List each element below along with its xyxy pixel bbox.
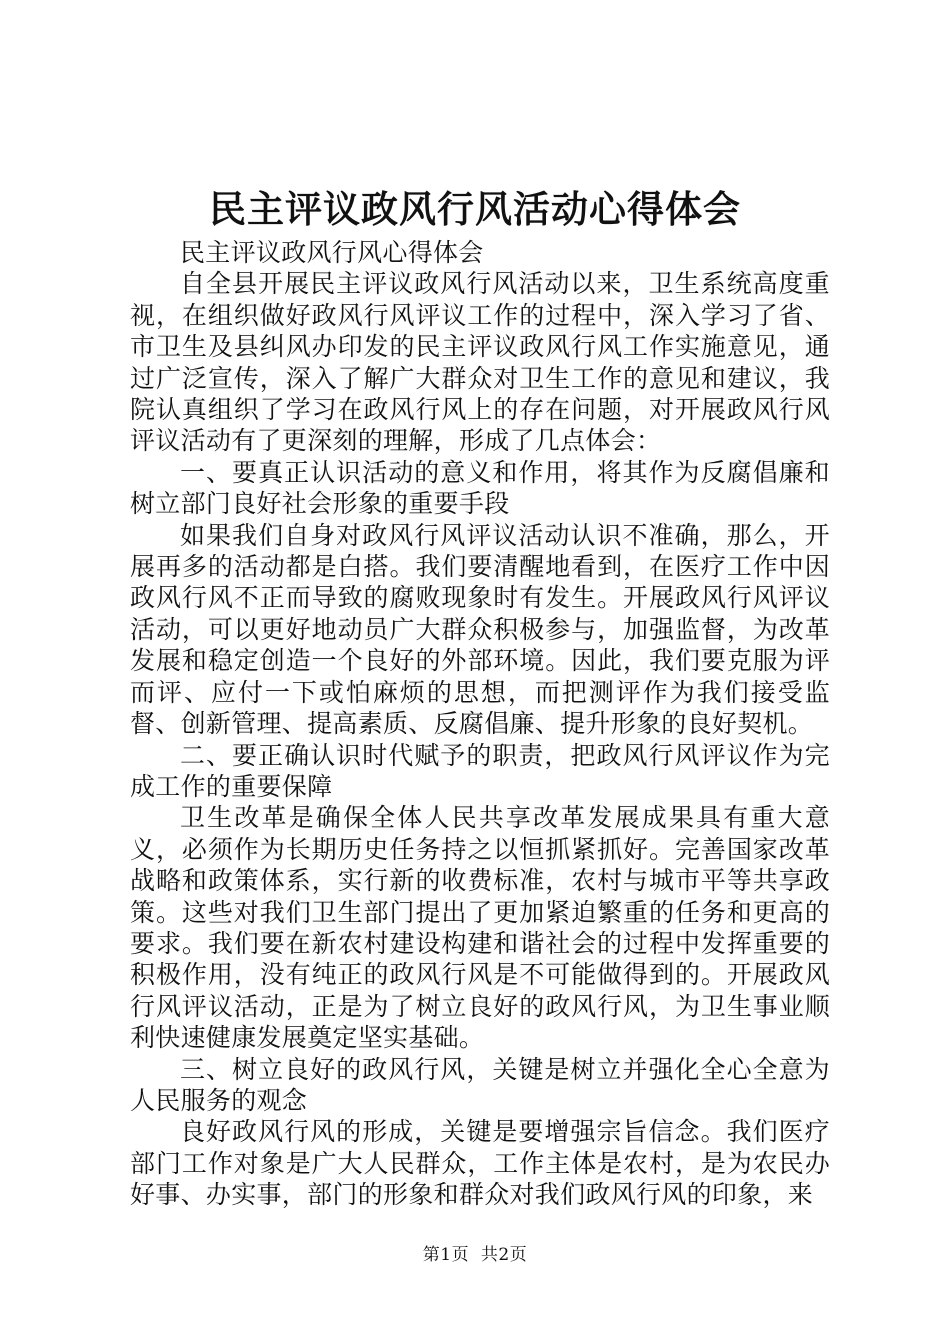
- paragraph-section-2: 卫生改革是确保全体人民共享改革发展成果具有重大意义，必须作为长期历史任务持之以恒抓紧抓好。完善国家改革战略和政策体系，实行新的收费标准，农村与城市平等共享政策。这些对我们卫生部门提出了更加紧迫繁重的任务和更高的要求。我们要在新农村建设构建和谐社会的过程中发挥重要的积极作用，没有纯正的政风行风是不可能做得到的。开展政风行风评议活动，正是为了树立良好的政风行风，为卫生事业顺利快速健康发展奠定坚实基础。: [130, 803, 830, 1053]
- document-body: [130, 237, 830, 1211]
- section-heading-3: 三、树立良好的政风行风，关键是树立并强化全心全意为人民服务的观念: [130, 1054, 830, 1115]
- document-title: 民主评议政风行风活动心得体会: [209, 187, 741, 231]
- paragraph-section-1: 如果我们自身对政风行风评议活动认识不准确，那么，开展再多的活动都是白搭。我们要清醒地看到，在医疗工作中因政风行风不正而导致的腐败现象时有发生。开展政风行风评议活动，可以更好地动员广大群众积极参与，加强监督，为改革发展和稳定创造一个良好的外部环境。因此，我们要克服为评而评、应付一下或怕麻烦的思想，而把测评作为我们接受监督、创新管理、提高素质、反腐倡廉、提升形象的良好契机。: [130, 520, 830, 739]
- section-heading-1: 一、要真正认识活动的意义和作用，将其作为反腐倡廉和树立部门良好社会形象的重要手段: [130, 457, 830, 519]
- paragraph-section-3: 良好政风行风的形成，关键是要增强宗旨信念。我们医疗部门工作对象是广大人民群众，工作主体是农村，是为农民办好事、办实事，部门的形象和群众对我们政风行风的印象，来: [130, 1117, 830, 1210]
- page-number-footer: 第1页 共2页: [422, 1245, 528, 1265]
- paragraph-subtitle: 民主评议政风行风心得体会: [180, 238, 484, 267]
- paragraph-intro: 自全县开展民主评议政风行风活动以来，卫生系统高度重视，在组织做好政风行风评议工作的过程中，深入学习了省、市卫生及县纠风办印发的民主评议政风行风工作实施意见，通过广泛宣传，深入了解广大群众对卫生工作的意见和建议，我院认真组织了学习在政风行风上的存在问题，对开展政风行风评议活动有了更深刻的理解，形成了几点体会：: [130, 269, 830, 456]
- section-heading-2: 二、要正确认识时代赋予的职责，把政风行风评议作为完成工作的重要保障: [130, 740, 830, 801]
